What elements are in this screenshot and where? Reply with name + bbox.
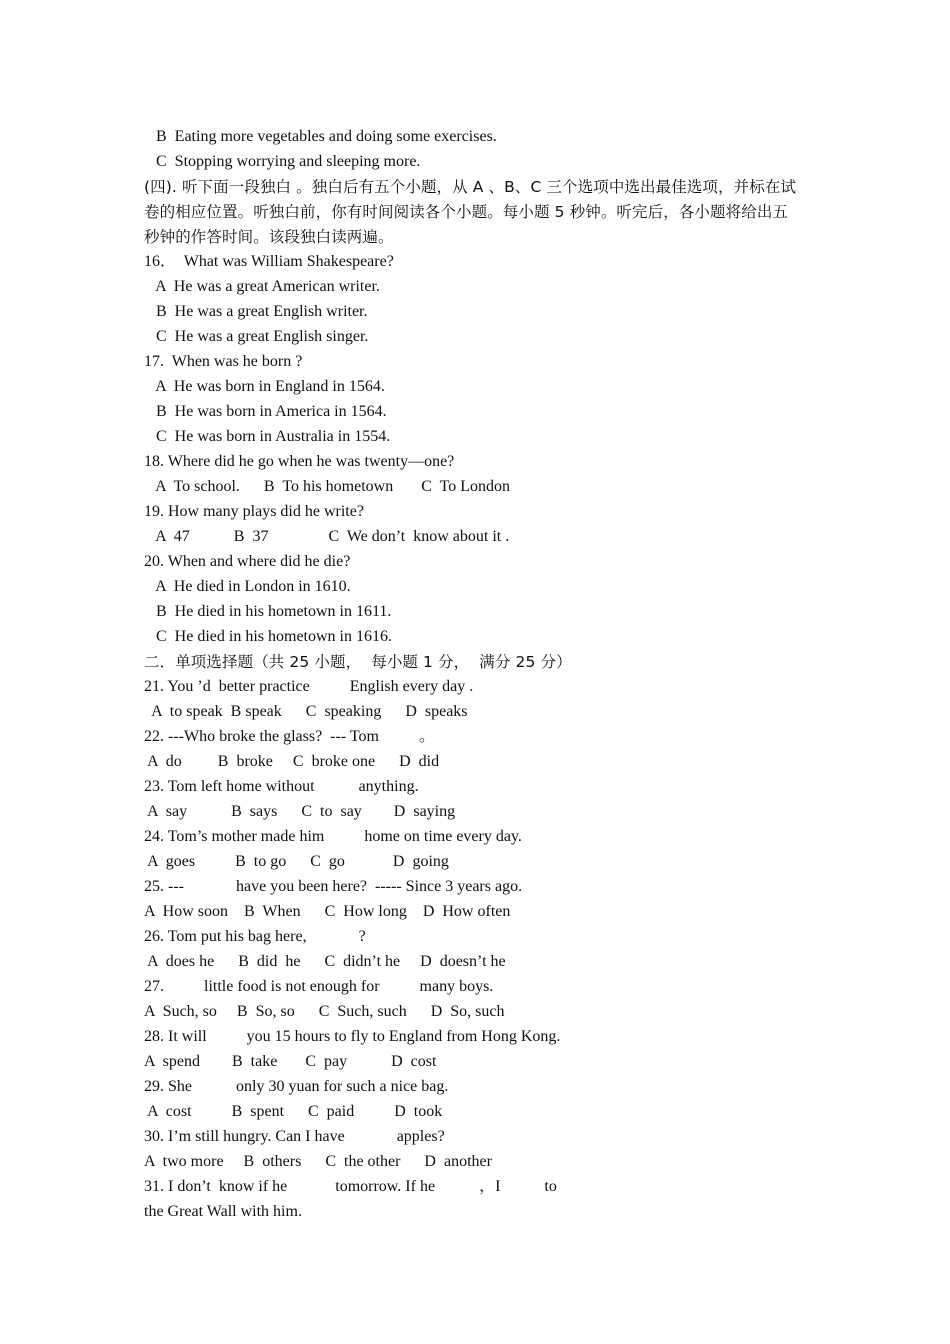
- question-30: 30. I’m still hungry. Can I have apples?: [144, 1128, 445, 1145]
- option-15b: B Eating more vegetables and doing some exercises.: [144, 128, 497, 145]
- options-18: A To school. B To his hometown C To London: [144, 478, 510, 495]
- option-16b: B He was a great English writer.: [144, 303, 368, 320]
- question-19: 19. How many plays did he write?: [144, 503, 364, 520]
- options-21: A to speak B speak C speaking D speaks: [144, 703, 468, 720]
- options-22: A do B broke C broke one D did: [144, 753, 440, 770]
- question-22: 22. ---Who broke the glass? --- Tom 。: [144, 728, 435, 745]
- question-29: 29. She only 30 yuan for such a nice bag.: [144, 1078, 449, 1095]
- question-20: 20. When and where did he die?: [144, 553, 351, 570]
- option-20a: A He died in London in 1610.: [144, 578, 351, 595]
- section-four-instructions-line-1: (四). 听下面一段独白 。独白后有五个小题，从 A 、B、C 三个选项中选出最佳选项，并标在试: [144, 178, 797, 196]
- options-19: A 47 B 37 C We don’t know about it .: [144, 528, 510, 545]
- section-two-heading: 二．单项选择题（共 25 小题， 每小题 1 分， 满分 25 分）: [144, 653, 572, 671]
- options-29: A cost B spent C paid D took: [144, 1103, 443, 1120]
- question-24: 24. Tom’s mother made him home on time every day.: [144, 828, 522, 845]
- question-16: 16． What was William Shakespeare?: [144, 253, 394, 270]
- question-17: 17. When was he born ?: [144, 353, 303, 370]
- option-17c: C He was born in Australia in 1554.: [144, 428, 391, 445]
- question-26: 26. Tom put his bag here, ?: [144, 928, 366, 945]
- options-26: A does he B did he C didn’t he D doesn’t he: [144, 953, 506, 970]
- option-16c: C He was a great English singer.: [144, 328, 369, 345]
- section-four-instructions-line-3: 秒钟的作答时间。该段独白读两遍。: [144, 228, 394, 246]
- option-17a: A He was born in England in 1564.: [144, 378, 385, 395]
- question-25: 25. --- have you been here? ----- Since 3 years ago.: [144, 878, 523, 895]
- option-15c: C Stopping worrying and sleeping more.: [144, 153, 421, 170]
- question-31-line-2: the Great Wall with him.: [144, 1203, 302, 1220]
- question-21: 21. You ’d better practice English every day .: [144, 678, 474, 695]
- question-23: 23. Tom left home without anything.: [144, 778, 419, 795]
- options-23: A say B says C to say D saying: [144, 803, 456, 820]
- option-20b: B He died in his hometown in 1611.: [144, 603, 392, 620]
- option-16a: A He was a great American writer.: [144, 278, 380, 295]
- option-20c: C He died in his hometown in 1616.: [144, 628, 392, 645]
- options-24: A goes B to go C go D going: [144, 853, 449, 870]
- option-17b: B He was born in America in 1564.: [144, 403, 387, 420]
- question-27: 27. little food is not enough for many boys.: [144, 978, 494, 995]
- options-28: A spend B take C pay D cost: [144, 1053, 437, 1070]
- question-18: 18. Where did he go when he was twenty—one?: [144, 453, 455, 470]
- section-four-instructions-line-2: 卷的相应位置。听独白前，你有时间阅读各个小题。每小题 5 秒钟。听完后，各小题将给出五: [144, 203, 789, 221]
- options-25: A How soon B When C How long D How often: [144, 903, 511, 920]
- options-27: A Such, so B So, so C Such, such D So, such: [144, 1003, 505, 1020]
- options-30: A two more B others C the other D another: [144, 1153, 492, 1170]
- question-28: 28. It will you 15 hours to fly to England from Hong Kong.: [144, 1028, 561, 1045]
- question-31-line-1: 31. I don’t know if he tomorrow. If he ，I to: [144, 1178, 557, 1195]
